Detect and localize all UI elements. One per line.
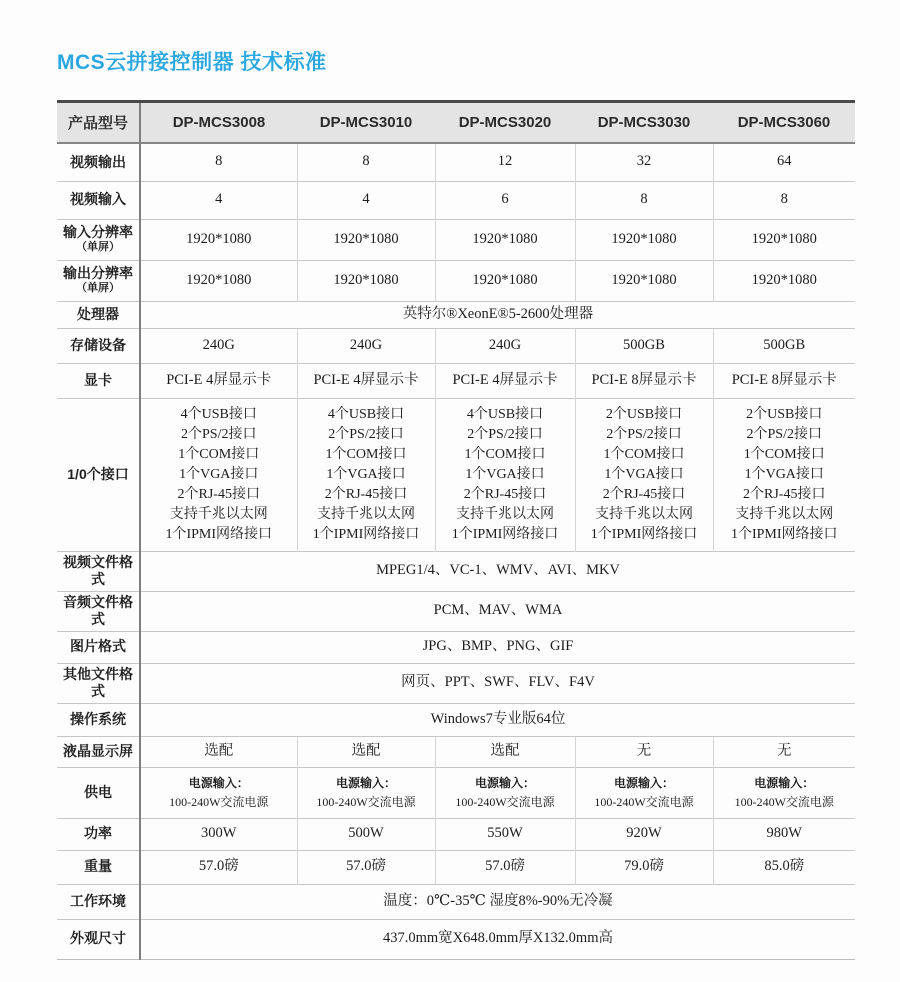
cell-line: 2个USB接口 (746, 406, 823, 422)
row-label-text: 音频文件格式 (63, 593, 133, 627)
cell-value: 无 (713, 736, 855, 767)
table-row (57, 551, 855, 591)
row-sublabel-text: （单屏） (76, 282, 120, 295)
cell-value: 8 (713, 181, 855, 219)
cell-value: 选配 (297, 736, 435, 767)
column-header-model: DP-MCS3008 (140, 102, 297, 144)
cell-line: 1个IPMI网络接口 (165, 526, 273, 542)
cell-line: 2个PS/2接口 (606, 426, 682, 442)
cell-line: 1个VGA接口 (604, 466, 684, 482)
cell-line: 4个USB接口 (327, 406, 405, 422)
cell-line: 1个VGA接口 (326, 466, 406, 482)
cell-line: 2个USB接口 (605, 406, 683, 422)
header-product-model-label: 产品型号 (57, 102, 140, 144)
column-header-model: DP-MCS3010 (297, 102, 435, 144)
row-label-text: 图片格式 (70, 638, 126, 655)
row-label (57, 260, 140, 301)
cell-value: 1920*1080 (713, 260, 855, 301)
row-label (57, 328, 140, 363)
cell-value: 64 (713, 143, 855, 181)
cell-line: 1个COM接口 (464, 446, 546, 462)
cell-line: 1个IPMI网络接口 (451, 526, 559, 542)
cell-value: 240G (435, 328, 575, 363)
cell-value: PCI-E 8屏显示卡 (713, 363, 855, 398)
cell-value (297, 398, 435, 551)
cell-value (297, 767, 435, 818)
cell-line: 支持千兆以太网 (317, 506, 415, 522)
row-label-text: 液晶显示屏 (63, 742, 133, 759)
cell-value (435, 767, 575, 818)
cell-value: 57.0磅 (435, 850, 575, 884)
page-title: MCS云拼接控制器 技术标准 (57, 51, 327, 74)
cell-value: 85.0磅 (713, 850, 855, 884)
row-label (57, 591, 140, 631)
cell-value: 1920*1080 (435, 219, 575, 260)
cell-line: 100-240W交流电源 (316, 794, 416, 809)
cell-line: 电源输入： (754, 775, 815, 790)
row-label-text: 其他文件格式 (63, 665, 133, 699)
row-label (57, 301, 140, 328)
cell-value: 无 (575, 736, 713, 767)
cell-line: 4个USB接口 (180, 406, 257, 422)
row-label-text: 视频输出 (70, 153, 126, 170)
cell-value (713, 398, 855, 551)
cell-line: 2个PS/2接口 (467, 426, 543, 442)
row-label (57, 767, 140, 818)
row-label (57, 884, 140, 919)
cell-value-span: 英特尔®XeonE®5-2600处理器 (140, 301, 855, 328)
row-label (57, 363, 140, 398)
cell-value: 4 (297, 181, 435, 219)
cell-value (575, 398, 713, 551)
cell-value: PCI-E 4屏显示卡 (140, 363, 297, 398)
cell-line: 2个RJ-45接口 (324, 486, 408, 502)
cell-value (575, 767, 713, 818)
table-row (57, 850, 855, 884)
table-row (57, 219, 855, 260)
cell-value-span: Windows7专业版64位 (140, 703, 855, 736)
table-row (57, 884, 855, 919)
row-label (57, 181, 140, 219)
table-row (57, 818, 855, 850)
cell-value: 选配 (435, 736, 575, 767)
cell-value-span: JPG、BMP、PNG、GIF (140, 631, 855, 663)
table-row (57, 181, 855, 219)
cell-line: 1个IPMI网络接口 (730, 526, 838, 542)
cell-value: 选配 (140, 736, 297, 767)
row-label-text: 重量 (84, 858, 112, 875)
cell-value: PCI-E 4屏显示卡 (435, 363, 575, 398)
column-header-model: DP-MCS3060 (713, 102, 855, 144)
cell-line: 电源输入： (613, 775, 674, 790)
cell-value: 550W (435, 818, 575, 850)
row-label (57, 398, 140, 551)
cell-line: 1个COM接口 (603, 446, 685, 462)
row-label-text: 1/0个接口 (67, 465, 129, 482)
row-label (57, 919, 140, 959)
cell-line: 电源输入： (188, 775, 249, 790)
cell-value: 1920*1080 (575, 260, 713, 301)
row-label (57, 631, 140, 663)
cell-line: 1个COM接口 (325, 446, 407, 462)
cell-line: 2个PS/2接口 (746, 426, 822, 442)
row-label (57, 736, 140, 767)
cell-line: 1个COM接口 (743, 446, 825, 462)
cell-value-span: MPEG1/4、VC-1、WMV、AVI、MKV (140, 551, 855, 591)
cell-value: 79.0磅 (575, 850, 713, 884)
row-label (57, 703, 140, 736)
table-row (57, 736, 855, 767)
table-row (57, 631, 855, 663)
cell-value: 300W (140, 818, 297, 850)
row-label (57, 818, 140, 850)
cell-value: 500GB (713, 328, 855, 363)
cell-value: 1920*1080 (297, 219, 435, 260)
table-row (57, 703, 855, 736)
cell-line: 支持千兆以太网 (456, 506, 554, 522)
cell-value: PCI-E 8屏显示卡 (575, 363, 713, 398)
cell-value (435, 398, 575, 551)
spec-table-body (57, 143, 855, 959)
cell-line: 1个VGA接口 (465, 466, 545, 482)
cell-value: 32 (575, 143, 713, 181)
cell-line: 1个IPMI网络接口 (312, 526, 420, 542)
cell-line: 2个RJ-45接口 (177, 486, 260, 502)
table-row (57, 260, 855, 301)
table-row (57, 301, 855, 328)
cell-value-span: PCM、MAV、WMA (140, 591, 855, 631)
row-label-text: 显卡 (84, 371, 112, 388)
cell-line: 支持千兆以太网 (595, 506, 693, 522)
column-header-model: DP-MCS3030 (575, 102, 713, 144)
cell-value: 1920*1080 (575, 219, 713, 260)
cell-value: 980W (713, 818, 855, 850)
cell-value: 1920*1080 (713, 219, 855, 260)
cell-value (713, 767, 855, 818)
cell-value: 920W (575, 818, 713, 850)
cell-value (140, 398, 297, 551)
cell-value: 500W (297, 818, 435, 850)
cell-line: 2个RJ-45接口 (743, 486, 826, 502)
cell-value: 8 (297, 143, 435, 181)
cell-value: 8 (140, 143, 297, 181)
cell-line: 100-240W交流电源 (455, 794, 555, 809)
cell-line: 100-240W交流电源 (169, 794, 269, 809)
cell-line: 1个VGA接口 (744, 466, 824, 482)
cell-line: 1个IPMI网络接口 (590, 526, 698, 542)
spec-table (57, 100, 855, 960)
row-label-text: 视频文件格式 (63, 553, 133, 587)
cell-value: PCI-E 4屏显示卡 (297, 363, 435, 398)
table-row (57, 363, 855, 398)
row-label-text: 处理器 (77, 305, 119, 322)
row-label-text: 输入分辨率 (63, 223, 133, 240)
table-row (57, 919, 855, 959)
row-label-text: 功率 (84, 825, 112, 842)
row-label-text: 视频输入 (70, 191, 126, 208)
cell-line: 4个USB接口 (466, 406, 544, 422)
cell-value-span: 437.0mm宽X648.0mm厚X132.0mm高 (140, 919, 855, 959)
cell-line: 支持千兆以太网 (169, 506, 268, 522)
cell-line: 电源输入： (335, 775, 396, 790)
table-row (57, 398, 855, 551)
cell-value-span: 网页、PPT、SWF、FLV、F4V (140, 663, 855, 703)
cell-value: 57.0磅 (297, 850, 435, 884)
cell-line: 100-240W交流电源 (734, 794, 834, 809)
cell-line: 1个VGA接口 (179, 466, 259, 482)
cell-value: 500GB (575, 328, 713, 363)
cell-line: 2个RJ-45接口 (602, 486, 686, 502)
cell-value: 1920*1080 (140, 260, 297, 301)
row-label (57, 663, 140, 703)
column-header-model: DP-MCS3020 (435, 102, 575, 144)
table-row (57, 328, 855, 363)
cell-line: 1个COM接口 (178, 446, 260, 462)
cell-value: 1920*1080 (435, 260, 575, 301)
cell-value: 8 (575, 181, 713, 219)
table-row (57, 591, 855, 631)
cell-line: 支持千兆以太网 (735, 506, 834, 522)
cell-value: 57.0磅 (140, 850, 297, 884)
row-label-text: 输出分辨率 (63, 264, 133, 281)
cell-value: 4 (140, 181, 297, 219)
cell-line: 电源输入： (474, 775, 535, 790)
cell-line: 2个RJ-45接口 (463, 486, 547, 502)
cell-value (140, 767, 297, 818)
row-label (57, 219, 140, 260)
row-label-text: 工作环境 (70, 892, 126, 909)
table-row (57, 143, 855, 181)
cell-value: 240G (297, 328, 435, 363)
table-header-row (57, 102, 855, 144)
row-label-text: 操作系统 (70, 710, 126, 727)
table-row (57, 767, 855, 818)
cell-value: 12 (435, 143, 575, 181)
row-label-text: 存储设备 (70, 336, 126, 353)
row-label-text: 外观尺寸 (70, 930, 126, 947)
row-label (57, 143, 140, 181)
cell-line: 2个PS/2接口 (328, 426, 404, 442)
cell-value-span: 温度：0℃-35℃ 湿度8%-90%无冷凝 (140, 884, 855, 919)
cell-value: 1920*1080 (140, 219, 297, 260)
row-label (57, 551, 140, 591)
table-row (57, 663, 855, 703)
row-label (57, 850, 140, 884)
cell-value: 240G (140, 328, 297, 363)
cell-line: 2个PS/2接口 (181, 426, 257, 442)
cell-line: 100-240W交流电源 (594, 794, 694, 809)
row-sublabel-text: （单屏） (76, 241, 120, 254)
cell-value: 6 (435, 181, 575, 219)
row-label-text: 供电 (84, 783, 112, 800)
cell-value: 1920*1080 (297, 260, 435, 301)
